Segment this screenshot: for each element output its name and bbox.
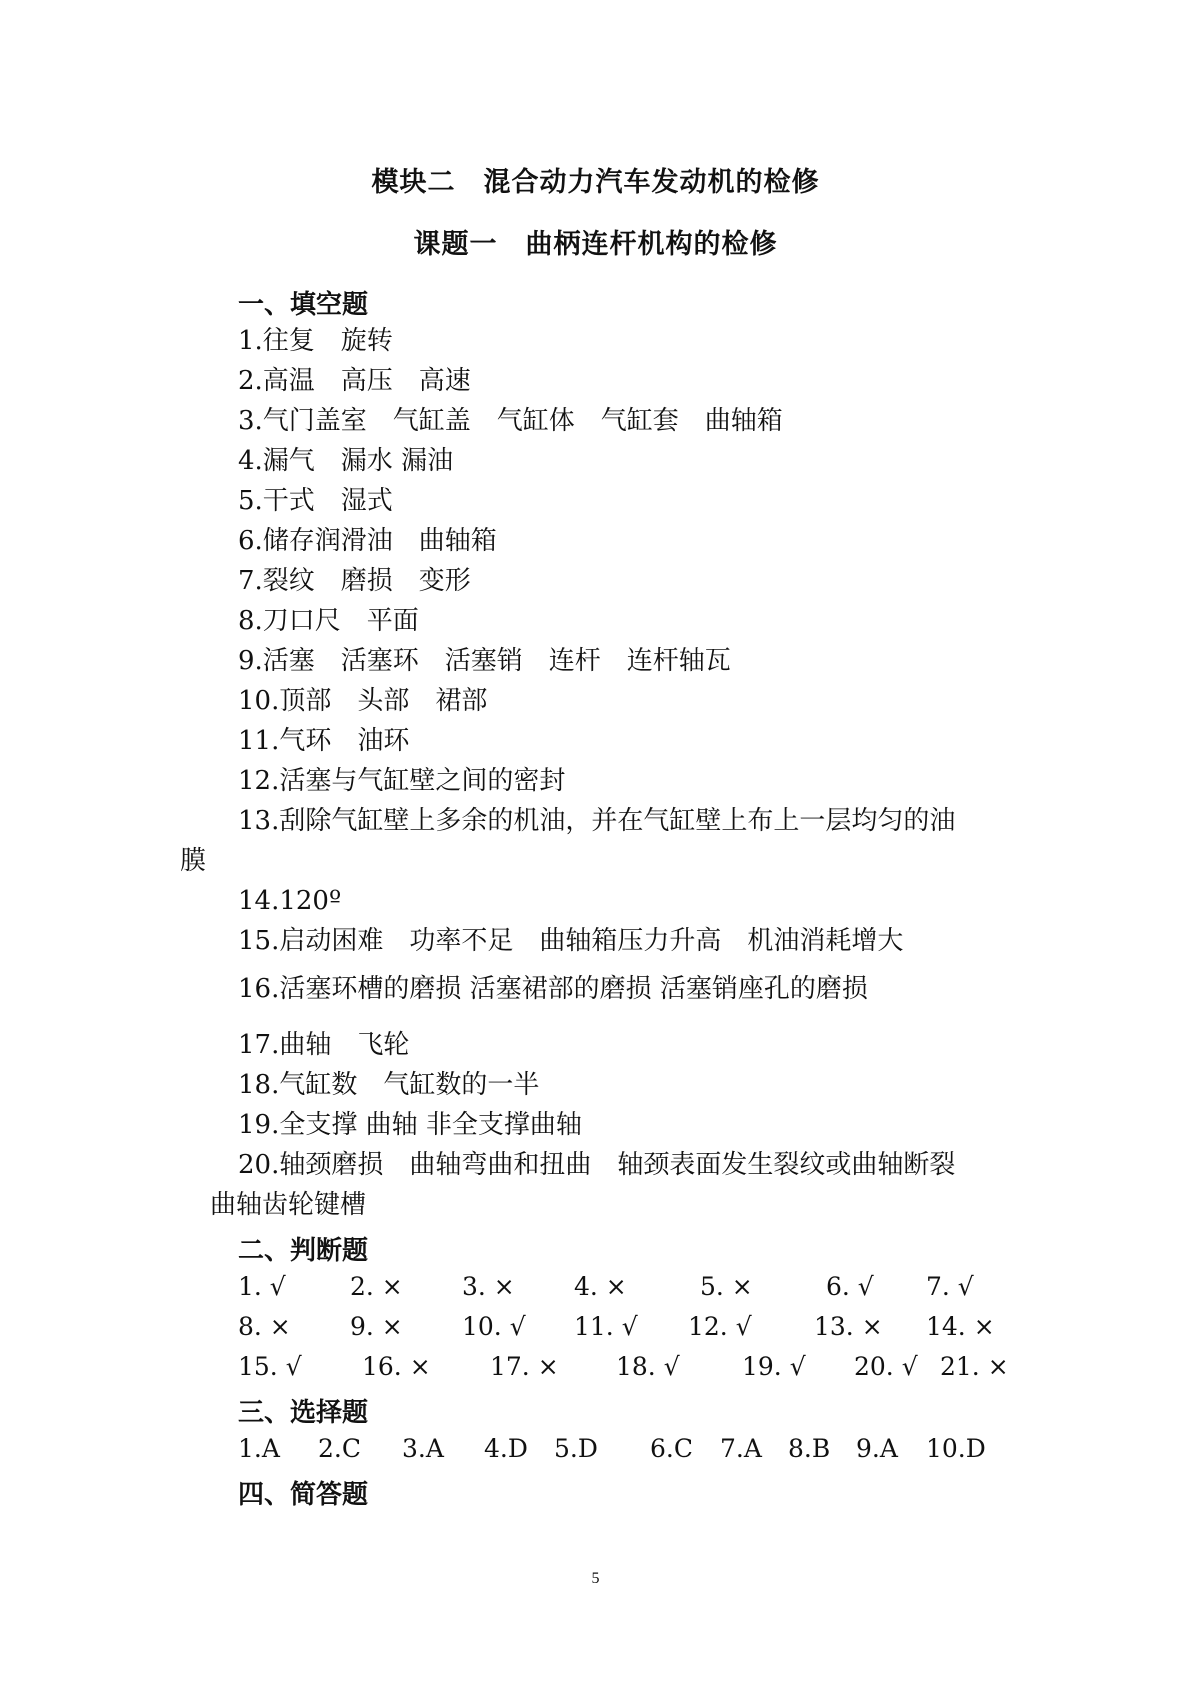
- fill-blank-item: 17.曲轴 飞轮: [238, 1030, 410, 1060]
- fill-blank-item: 1.往复 旋转: [238, 326, 393, 356]
- fill-blank-item: 13.刮除气缸壁上多余的机油，并在气缸壁上布上一层均匀的油: [238, 806, 956, 836]
- multiple-choice-answer: 8.B: [788, 1434, 831, 1463]
- multiple-choice-answer: 7.A: [720, 1434, 762, 1463]
- lesson-title: 课题一 曲柄连杆机构的检修: [413, 229, 778, 260]
- multiple-choice-answer: 5.D: [554, 1434, 598, 1463]
- fill-blank-item: 14.120º: [238, 886, 342, 916]
- true-false-answer: 17. ×: [490, 1352, 559, 1381]
- fill-blank-item: 8.刀口尺 平面: [238, 606, 419, 636]
- fill-blank-item: 18.气缸数 气缸数的一半: [238, 1070, 540, 1100]
- true-false-answer: 21. ×: [940, 1352, 1009, 1381]
- fill-blank-item: 4.漏气 漏水 漏油: [238, 446, 454, 476]
- true-false-answer: 1. √: [238, 1272, 286, 1301]
- fill-blank-item-continued: 曲轴齿轮键槽: [210, 1190, 367, 1220]
- fill-blank-item: 16.活塞环槽的磨损 活塞裙部的磨损 活塞销座孔的磨损: [238, 974, 868, 1004]
- true-false-answer: 11. √: [574, 1312, 638, 1341]
- multiple-choice-answer: 9.A: [856, 1434, 898, 1463]
- fill-blank-item-continued: 膜: [180, 846, 207, 876]
- true-false-answer: 16. ×: [362, 1352, 431, 1381]
- true-false-heading: 二、判断题: [238, 1236, 369, 1266]
- fill-blank-item: 12.活塞与气缸壁之间的密封: [238, 766, 566, 796]
- multiple-choice-answer: 4.D: [484, 1434, 528, 1463]
- true-false-answer: 10. √: [462, 1312, 526, 1341]
- true-false-answer: 14. ×: [926, 1312, 995, 1341]
- true-false-answer: 18. √: [616, 1352, 680, 1381]
- fill-blank-item: 6.储存润滑油 曲轴箱: [238, 526, 497, 556]
- short-answer-heading: 四、简答题: [238, 1480, 369, 1510]
- true-false-answer: 9. ×: [350, 1312, 403, 1341]
- multiple-choice-answer: 6.C: [650, 1434, 693, 1463]
- multiple-choice-answer: 2.C: [318, 1434, 361, 1463]
- fill-blank-item: 19.全支撑 曲轴 非全支撑曲轴: [238, 1110, 582, 1140]
- fill-blank-item: 7.裂纹 磨损 变形: [238, 566, 471, 596]
- fill-blank-item: 2.高温 高压 高速: [238, 366, 471, 396]
- true-false-answer: 19. √: [742, 1352, 806, 1381]
- true-false-answer: 8. ×: [238, 1312, 291, 1341]
- multiple-choice-answer: 1.A: [238, 1434, 280, 1463]
- fill-blank-item: 3.气门盖室 气缸盖 气缸体 气缸套 曲轴箱: [238, 406, 783, 436]
- true-false-answer: 2. ×: [350, 1272, 403, 1301]
- true-false-answer: 13. ×: [814, 1312, 883, 1341]
- true-false-answer: 20. √: [854, 1352, 918, 1381]
- true-false-answer: 6. √: [826, 1272, 874, 1301]
- fill-blank-heading: 一、填空题: [238, 290, 369, 320]
- true-false-answer: 15. √: [238, 1352, 302, 1381]
- true-false-answer: 5. ×: [700, 1272, 753, 1301]
- multiple-choice-answer: 10.D: [926, 1434, 986, 1463]
- true-false-answer: 3. ×: [462, 1272, 515, 1301]
- true-false-answer: 12. √: [688, 1312, 752, 1341]
- fill-blank-item: 20.轴颈磨损 曲轴弯曲和扭曲 轴颈表面发生裂纹或曲轴断裂: [238, 1150, 956, 1180]
- fill-blank-item: 9.活塞 活塞环 活塞销 连杆 连杆轴瓦: [238, 646, 731, 676]
- true-false-answer: 7. √: [926, 1272, 974, 1301]
- multiple-choice-heading: 三、选择题: [238, 1398, 369, 1428]
- fill-blank-item: 11.气环 油环: [238, 726, 410, 756]
- page-number: 5: [591, 1570, 600, 1587]
- fill-blank-item: 10.顶部 头部 裙部: [238, 686, 488, 716]
- module-title: 模块二 混合动力汽车发动机的检修: [371, 167, 820, 198]
- true-false-answer: 4. ×: [574, 1272, 627, 1301]
- fill-blank-item: 15.启动困难 功率不足 曲轴箱压力升高 机油消耗增大: [238, 926, 904, 956]
- multiple-choice-answer: 3.A: [402, 1434, 444, 1463]
- fill-blank-item: 5.干式 湿式: [238, 486, 393, 516]
